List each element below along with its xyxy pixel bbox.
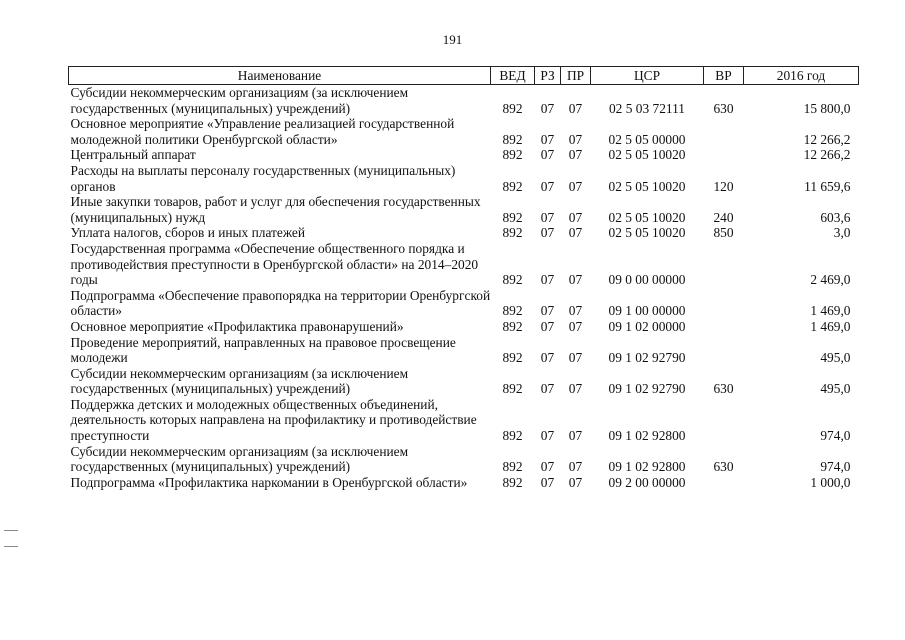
row-rz: 07 [540,350,555,366]
row-vr [704,147,744,163]
header-csr: ЦСР [591,67,704,85]
row-rz: 07 [540,225,555,241]
row-name: Основное мероприятие «Профилактика правонарушений» [70,318,404,334]
row-amount: 12 266,2 [803,131,851,147]
row-rz: 07 [540,428,555,444]
margin-mark [4,546,18,547]
row-ved: 892 [502,303,523,319]
table-row [69,147,859,163]
row-pr: 07 [568,318,583,334]
row-ved: 892 [502,459,523,475]
table-body [69,85,859,491]
table-row [69,319,859,335]
header-rz: РЗ [535,67,561,85]
row-rz: 07 [540,209,555,225]
row-name: Иные закупки товаров, работ и услуг для обеспечения государственных (муниципальных) нужд [70,194,481,225]
row-vr [704,319,744,335]
row-rz: 07 [540,318,555,334]
row-rz: 07 [540,459,555,475]
table-row [69,335,859,366]
table-row [69,288,859,319]
row-csr: 02 5 05 10020 [608,209,686,225]
row-vr [704,116,744,147]
row-ved: 892 [502,428,523,444]
row-csr: 02 5 03 72111 [608,100,685,116]
row-csr: 09 1 02 92800 [608,428,686,444]
row-vr: 630 [713,381,734,397]
row-name: Субсидии некоммерческим организациям (за исключением государственных (муниципальных) учреждений) [70,85,409,116]
row-amount: 495,0 [820,350,851,366]
row-vr: 240 [713,209,734,225]
table-row [69,475,859,491]
table-row [69,225,859,241]
row-name: Расходы на выплаты персоналу государственных (муниципальных) органов [70,162,456,194]
row-amount: 974,0 [820,459,851,475]
table-row [69,163,859,194]
header-vr: ВР [704,67,744,85]
table-row [69,116,859,147]
row-ved: 892 [502,209,523,225]
row-vr [704,288,744,319]
table-row [69,85,859,117]
row-vr [704,241,744,288]
row-vr [704,475,744,491]
row-csr: 09 2 00 00000 [608,474,686,490]
row-name: Субсидии некоммерческим организациям (за исключением государственных (муниципальных) учреждений) [70,443,409,475]
row-vr [704,397,744,444]
row-pr: 07 [568,350,583,366]
row-ved: 892 [502,381,523,397]
row-pr: 07 [568,178,583,194]
row-rz: 07 [540,474,555,490]
row-amount: 1 000,0 [810,474,851,490]
row-pr: 07 [568,100,583,116]
row-vr: 630 [713,100,734,116]
row-rz: 07 [540,303,555,319]
row-csr: 09 1 02 92790 [608,350,686,366]
row-name: Уплата налогов, сборов и иных платежей [70,225,306,241]
row-amount: 12 266,2 [803,147,851,163]
row-rz: 07 [540,381,555,397]
row-name: Подпрограмма «Обеспечение правопорядка на территории Оренбургской области» [70,287,491,319]
row-rz: 07 [540,178,555,194]
header-pr: ПР [561,67,591,85]
table-header [69,67,859,85]
row-csr: 02 5 05 10020 [608,225,686,241]
row-ved: 892 [502,131,523,147]
row-csr: 09 1 02 92790 [608,381,686,397]
row-pr: 07 [568,303,583,319]
row-ved: 892 [502,272,523,288]
margin-mark [4,530,18,531]
row-csr: 02 5 05 10020 [608,147,686,163]
row-ved: 892 [502,225,523,241]
table-row [69,241,859,288]
row-amount: 495,0 [820,381,851,397]
row-name: Государственная программа «Обеспечение общественного порядка и противодействия преступности в Оренбургской области» на 2014–2020 годы [70,240,479,288]
row-amount: 974,0 [820,428,851,444]
row-vr: 120 [713,178,734,194]
row-amount: 11 659,6 [804,178,851,194]
row-amount: 2 469,0 [810,272,851,288]
row-pr: 07 [568,147,583,163]
row-csr: 09 1 02 00000 [608,318,686,334]
row-name: Центральный аппарат [70,147,196,163]
row-name: Субсидии некоммерческим организациям (за исключением государственных (муниципальных) учреждений) [70,365,409,397]
row-csr: 09 0 00 00000 [608,272,686,288]
row-pr: 07 [568,131,583,147]
row-rz: 07 [540,147,555,163]
header-ved: ВЕД [491,67,535,85]
budget-table [68,66,859,490]
row-rz: 07 [540,131,555,147]
row-rz: 07 [540,100,555,116]
row-csr: 02 5 05 00000 [608,131,686,147]
table-row [69,366,859,397]
row-pr: 07 [568,459,583,475]
row-pr: 07 [568,428,583,444]
row-amount: 1 469,0 [810,318,851,334]
row-csr: 09 1 00 00000 [608,303,686,319]
row-name: Поддержка детских и молодежных общественных объединений, деятельность которых направлена на профилактику и противодействие преступности [70,396,477,444]
row-pr: 07 [568,381,583,397]
row-pr: 07 [568,474,583,490]
row-ved: 892 [502,147,523,163]
row-csr: 09 1 02 92800 [608,459,686,475]
row-pr: 07 [568,225,583,241]
row-vr: 630 [713,459,734,475]
header-name: Наименование [69,67,491,85]
row-amount: 3,0 [833,225,851,241]
table-row [69,397,859,444]
header-year: 2016 год [744,67,859,85]
row-ved: 892 [502,350,523,366]
row-amount: 1 469,0 [810,303,851,319]
row-ved: 892 [502,100,523,116]
row-csr: 02 5 05 10020 [608,178,686,194]
row-vr [704,335,744,366]
row-rz: 07 [540,272,555,288]
row-amount: 603,6 [820,209,851,225]
table-row [69,444,859,475]
row-ved: 892 [502,474,523,490]
row-ved: 892 [502,178,523,194]
table-row [69,194,859,225]
row-ved: 892 [502,318,523,334]
row-pr: 07 [568,209,583,225]
row-vr: 850 [713,225,734,241]
row-name: Проведение мероприятий, направленных на правовое просвещение молодежи [70,334,456,366]
row-name: Основное мероприятие «Управление реализацией государственной молодежной политики Оренбургской области» [70,116,455,147]
page-number: 191 [442,32,463,47]
row-pr: 07 [568,272,583,288]
row-name: Подпрограмма «Профилактика наркомании в Оренбургской области» [70,474,468,490]
row-amount: 15 800,0 [803,100,851,116]
